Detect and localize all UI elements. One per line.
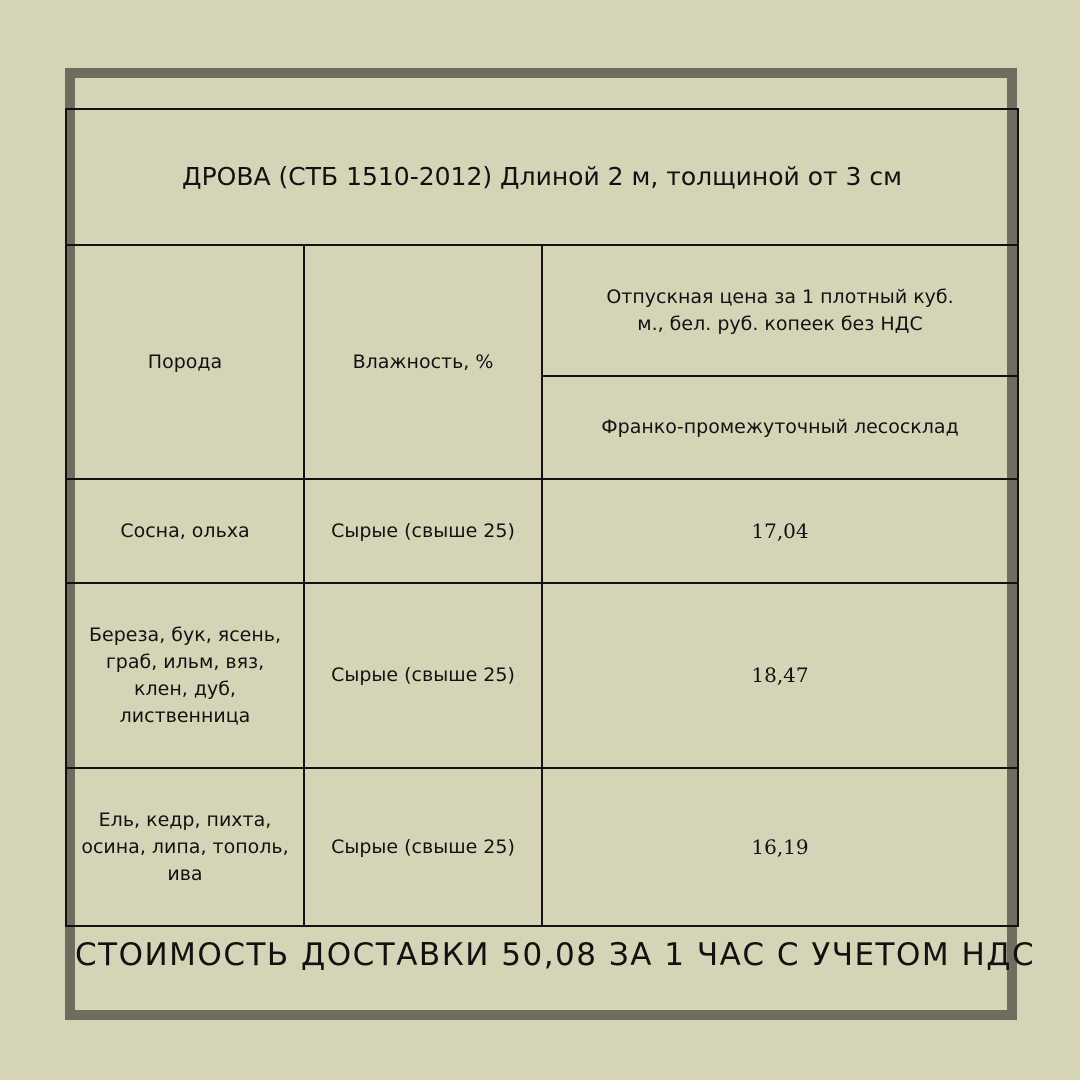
header-moisture: Влажность, % xyxy=(304,245,542,479)
header-price-sub: Франко-промежуточный лесосклад xyxy=(542,376,1018,479)
price-cell: 17,04 xyxy=(542,479,1018,583)
moisture-cell: Сырые (свыше 25) xyxy=(304,768,542,926)
price-table xyxy=(65,108,1019,927)
species-cell: Сосна, ольха xyxy=(66,479,304,583)
delivery-cost: СТОИМОСТЬ ДОСТАВКИ 50,08 ЗА 1 ЧАС С УЧЕТОМ НДС xyxy=(75,937,1036,973)
table-row xyxy=(66,583,1018,768)
table-row xyxy=(66,479,1018,583)
species-cell: Ель, кедр, пихта, осина, липа, тополь, ива xyxy=(66,768,304,926)
table-title: ДРОВА (СТБ 1510-2012) Длиной 2 м, толщиной от 3 см xyxy=(66,109,1018,245)
header-species: Порода xyxy=(66,245,304,479)
table-row xyxy=(66,768,1018,926)
price-cell: 18,47 xyxy=(542,583,1018,768)
species-cell: Береза, бук, ясень, граб, ильм, вяз, клен, дуб, лиственница xyxy=(66,583,304,768)
header-price: Отпускная цена за 1 плотный куб. м., бел. руб. копеек без НДС xyxy=(542,245,1018,376)
moisture-cell: Сырые (свыше 25) xyxy=(304,583,542,768)
price-cell: 16,19 xyxy=(542,768,1018,926)
moisture-cell: Сырые (свыше 25) xyxy=(304,479,542,583)
